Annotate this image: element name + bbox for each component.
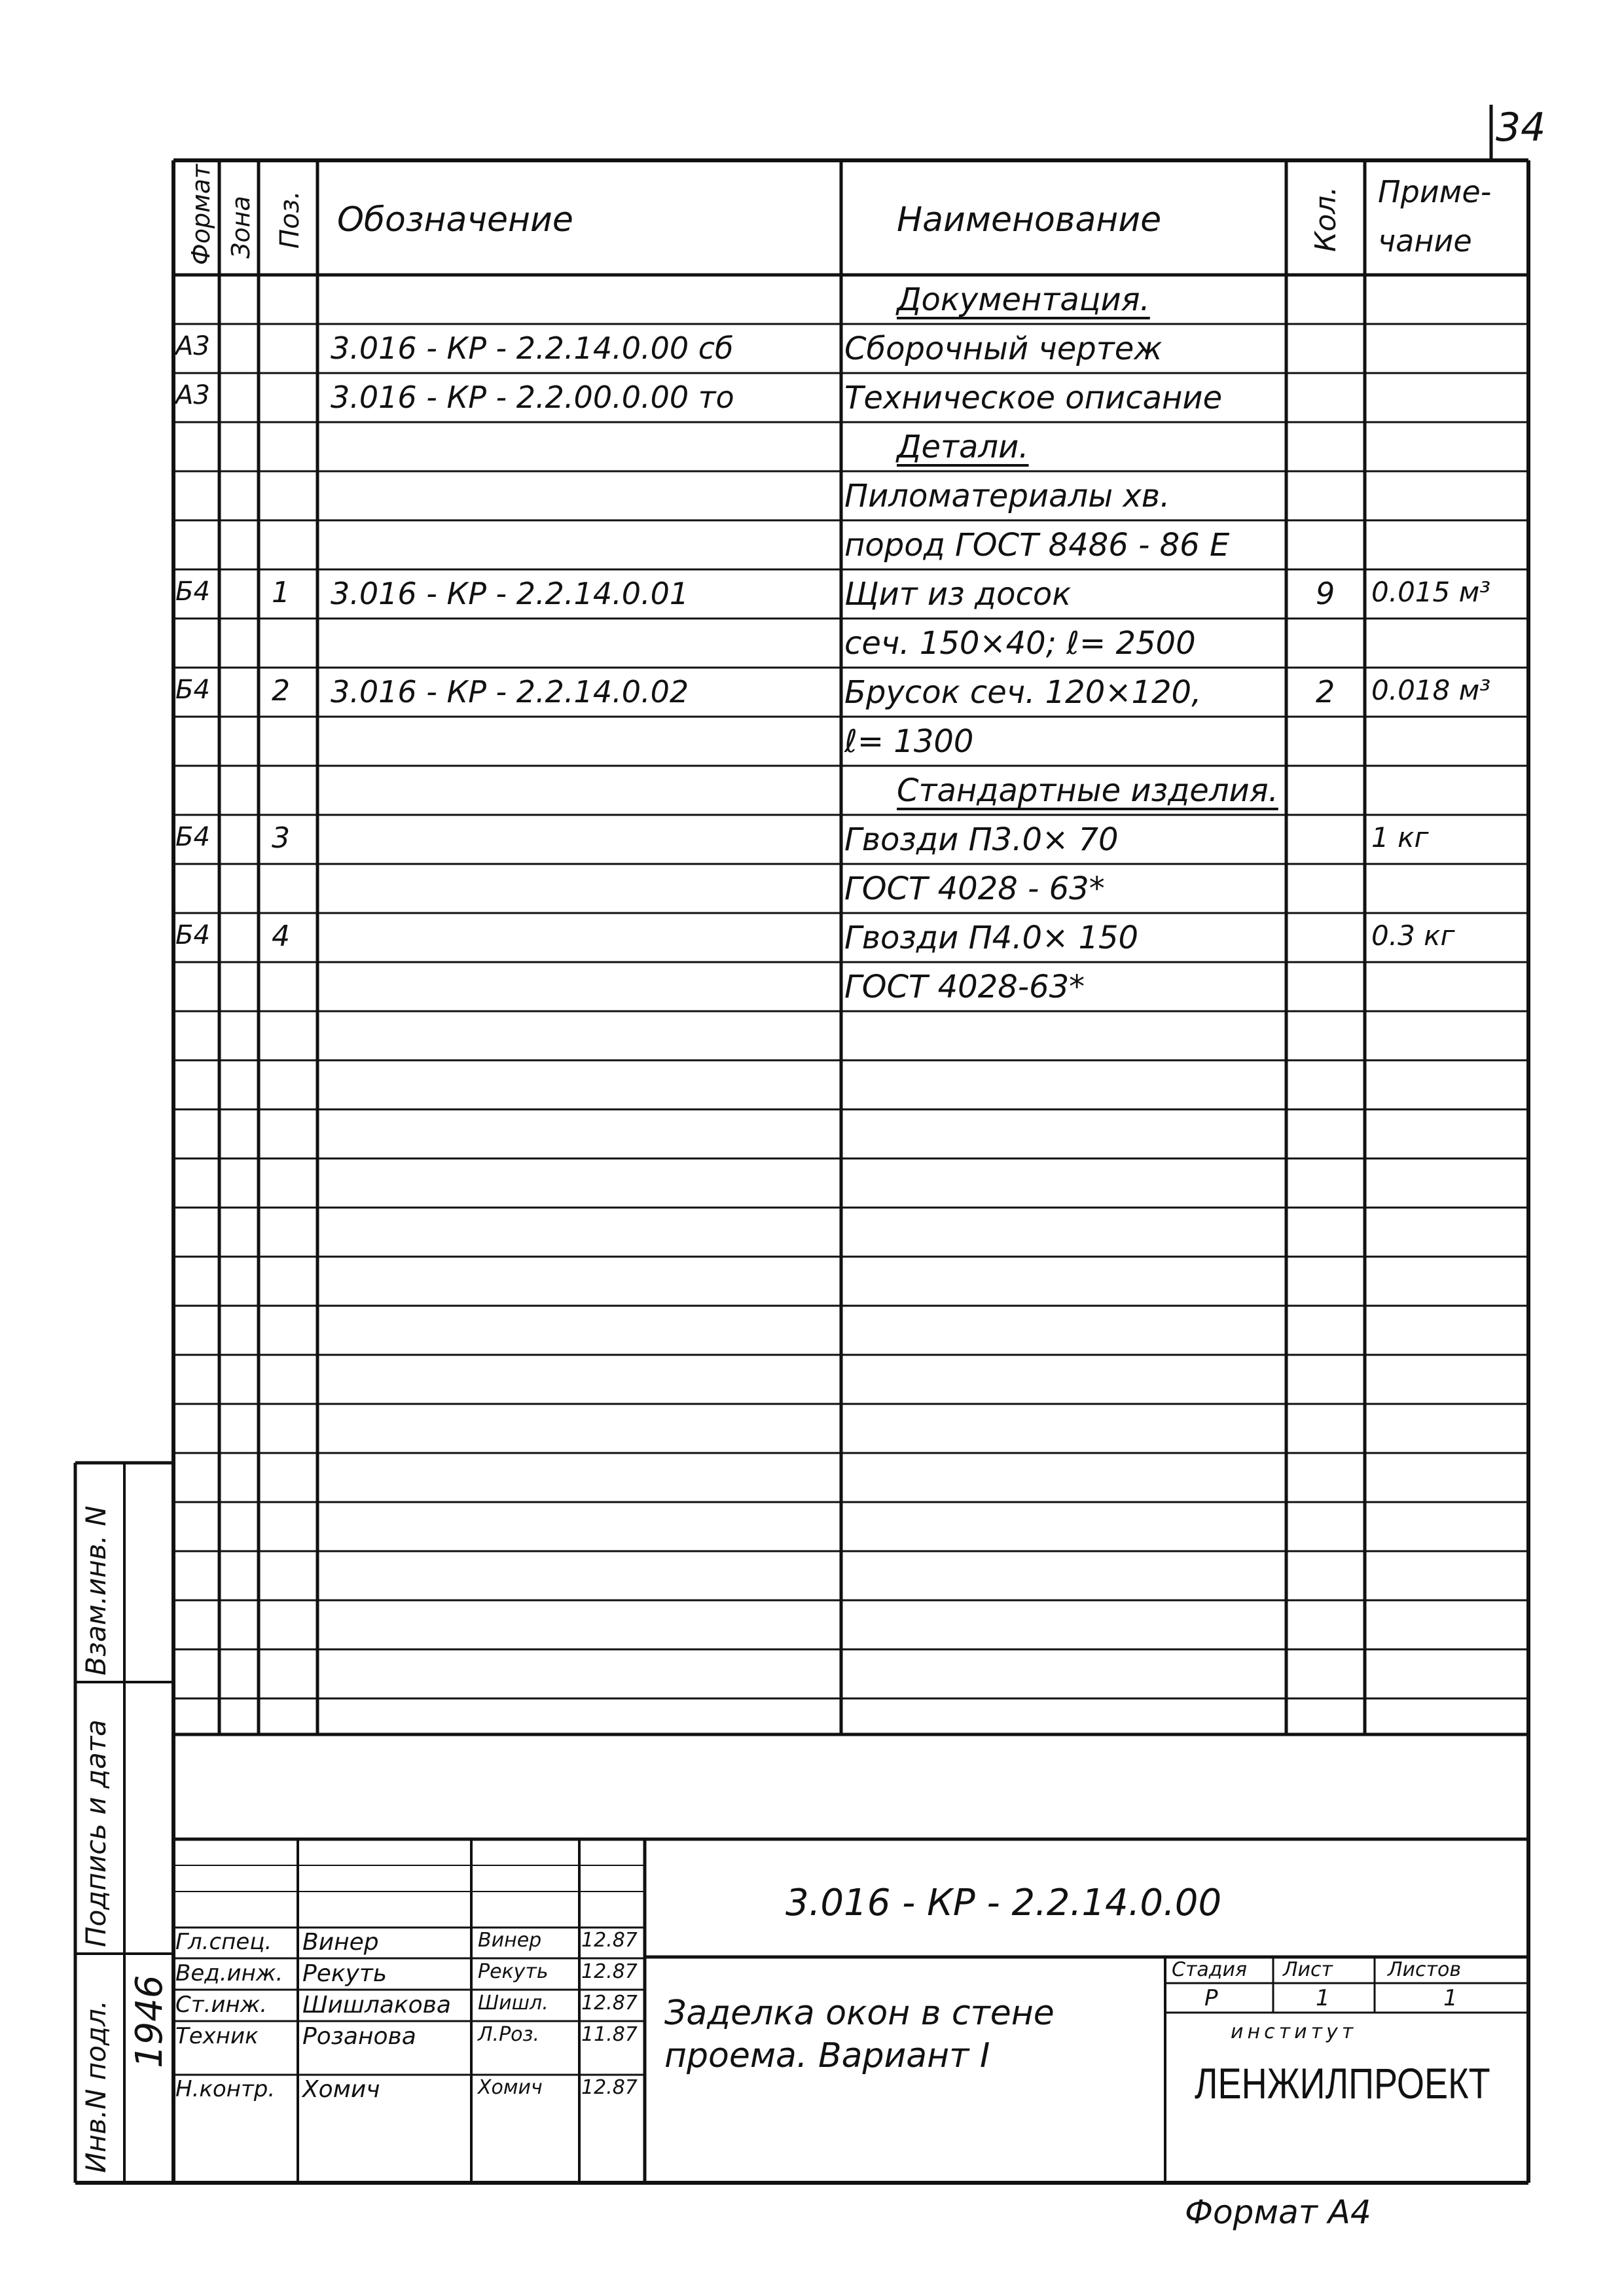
cell-note: 1 кг [1371,821,1429,853]
cell-name: Стандартные изделия. [897,772,1278,809]
cell-format: А3 [175,331,210,361]
side-inv-orig-label: Инв.N подл. [80,2000,112,2173]
signer-name: Рекуть [302,1960,388,1987]
header-designation: Обозначение [337,200,573,240]
cell-name: Брусок сеч. 120×120, [844,674,1202,711]
signer-date: 11.87 [581,2023,638,2046]
cell-name: Гвозди П4.0× 150 [844,920,1139,956]
signer-name: Винер [302,1929,379,1956]
cell-name: Документация. [897,281,1150,318]
cell-qty: 2 [1316,674,1335,709]
cell-pos: 1 [272,576,290,609]
cell-name: Сборочный чертеж [844,331,1163,367]
sheets-value: 1 [1443,1985,1458,2011]
cell-designation: 3.016 - КР - 2.2.14.0.01 [331,576,689,611]
cell-qty: 9 [1316,576,1335,611]
cell-note: 0.3 кг [1371,920,1455,952]
signer-name: Розанова [302,2023,416,2050]
signer-name: Шишлакова [302,1992,451,2018]
cell-designation: 3.016 - КР - 2.2.14.0.02 [331,674,689,709]
sheets-label: Листов [1388,1958,1462,1981]
cell-name: Детали. [897,429,1029,465]
cell-format: Б4 [175,577,210,607]
cell-note: 0.018 м³ [1371,674,1491,706]
cell-name: пород ГОСТ 8486 - 86 Е [844,527,1230,564]
institute-name: ЛЕНЖИЛПРОЕКТ [1195,2059,1490,2108]
cell-name: ГОСТ 4028 - 63* [844,870,1105,907]
signer-signature: Рекуть [478,1960,549,1983]
signer-role: Ст.инж. [175,1992,268,2018]
format-label: Формат А4 [1185,2193,1371,2231]
title-line2: проема. Вариант I [664,2036,990,2075]
cell-name: Гвозди П3.0× 70 [844,821,1119,858]
institute-label: институт [1231,2020,1358,2043]
side-sign-date-label: Подпись и дата [80,1719,112,1947]
cell-note: 0.015 м³ [1371,576,1491,608]
signer-date: 12.87 [581,1929,638,1952]
cell-name: Пиломатериалы хв. [844,478,1170,514]
cell-format: Б4 [175,822,210,852]
signer-role: Гл.спец. [175,1929,272,1955]
cell-format: А3 [175,380,210,410]
signer-name: Хомич [302,2076,380,2103]
signer-signature: Шишл. [478,1992,549,2015]
signer-date: 12.87 [581,1960,638,1983]
side-replaced-inv-label: Взам.инв. N [80,1505,112,1676]
cell-pos: 4 [272,920,290,953]
cell-pos: 2 [272,674,290,708]
signer-role: Н.контр. [175,2076,276,2102]
cell-format: Б4 [175,675,210,705]
signer-signature: Винер [478,1929,542,1952]
header-name: Наименование [897,200,1162,240]
signer-signature: Хомич [478,2076,543,2099]
signer-date: 12.87 [581,2076,638,2099]
doc-code: 3.016 - КР - 2.2.14.0.00 [785,1882,1222,1924]
header-qty: Кол. [1309,186,1343,252]
cell-name: Щит из досок [844,576,1072,613]
signer-signature: Л.Роз. [478,2023,540,2046]
side-inv-orig-value: 1946 [128,1975,171,2068]
sheet-label: Лист [1283,1958,1333,1981]
header-pos: Поз. [275,190,305,249]
stage-value: Р [1204,1985,1218,2011]
header-zone: Зона [226,196,255,259]
signer-role: Вед.инж. [175,1960,283,1986]
cell-name: ГОСТ 4028-63* [844,969,1085,1005]
header-format: Формат [187,164,215,265]
cell-format: Б4 [175,920,210,950]
cell-designation: 3.016 - КР - 2.2.00.0.00 то [331,380,734,415]
cell-designation: 3.016 - КР - 2.2.14.0.00 сб [331,331,734,366]
cell-name: Техническое описание [844,380,1223,416]
signer-date: 12.87 [581,1992,638,2015]
title-line1: Заделка окон в стене [664,1994,1055,2033]
stage-label: Стадия [1172,1958,1248,1981]
signer-role: Техник [175,2023,259,2049]
header-note-line2: чание [1378,223,1472,259]
cell-name: сеч. 150×40; ℓ= 2500 [844,625,1196,662]
cell-pos: 3 [272,821,290,855]
cell-name: ℓ= 1300 [844,723,974,760]
header-note-line1: Приме- [1378,174,1492,209]
sheet-value: 1 [1316,1985,1330,2011]
page-number: 34 [1496,105,1546,151]
